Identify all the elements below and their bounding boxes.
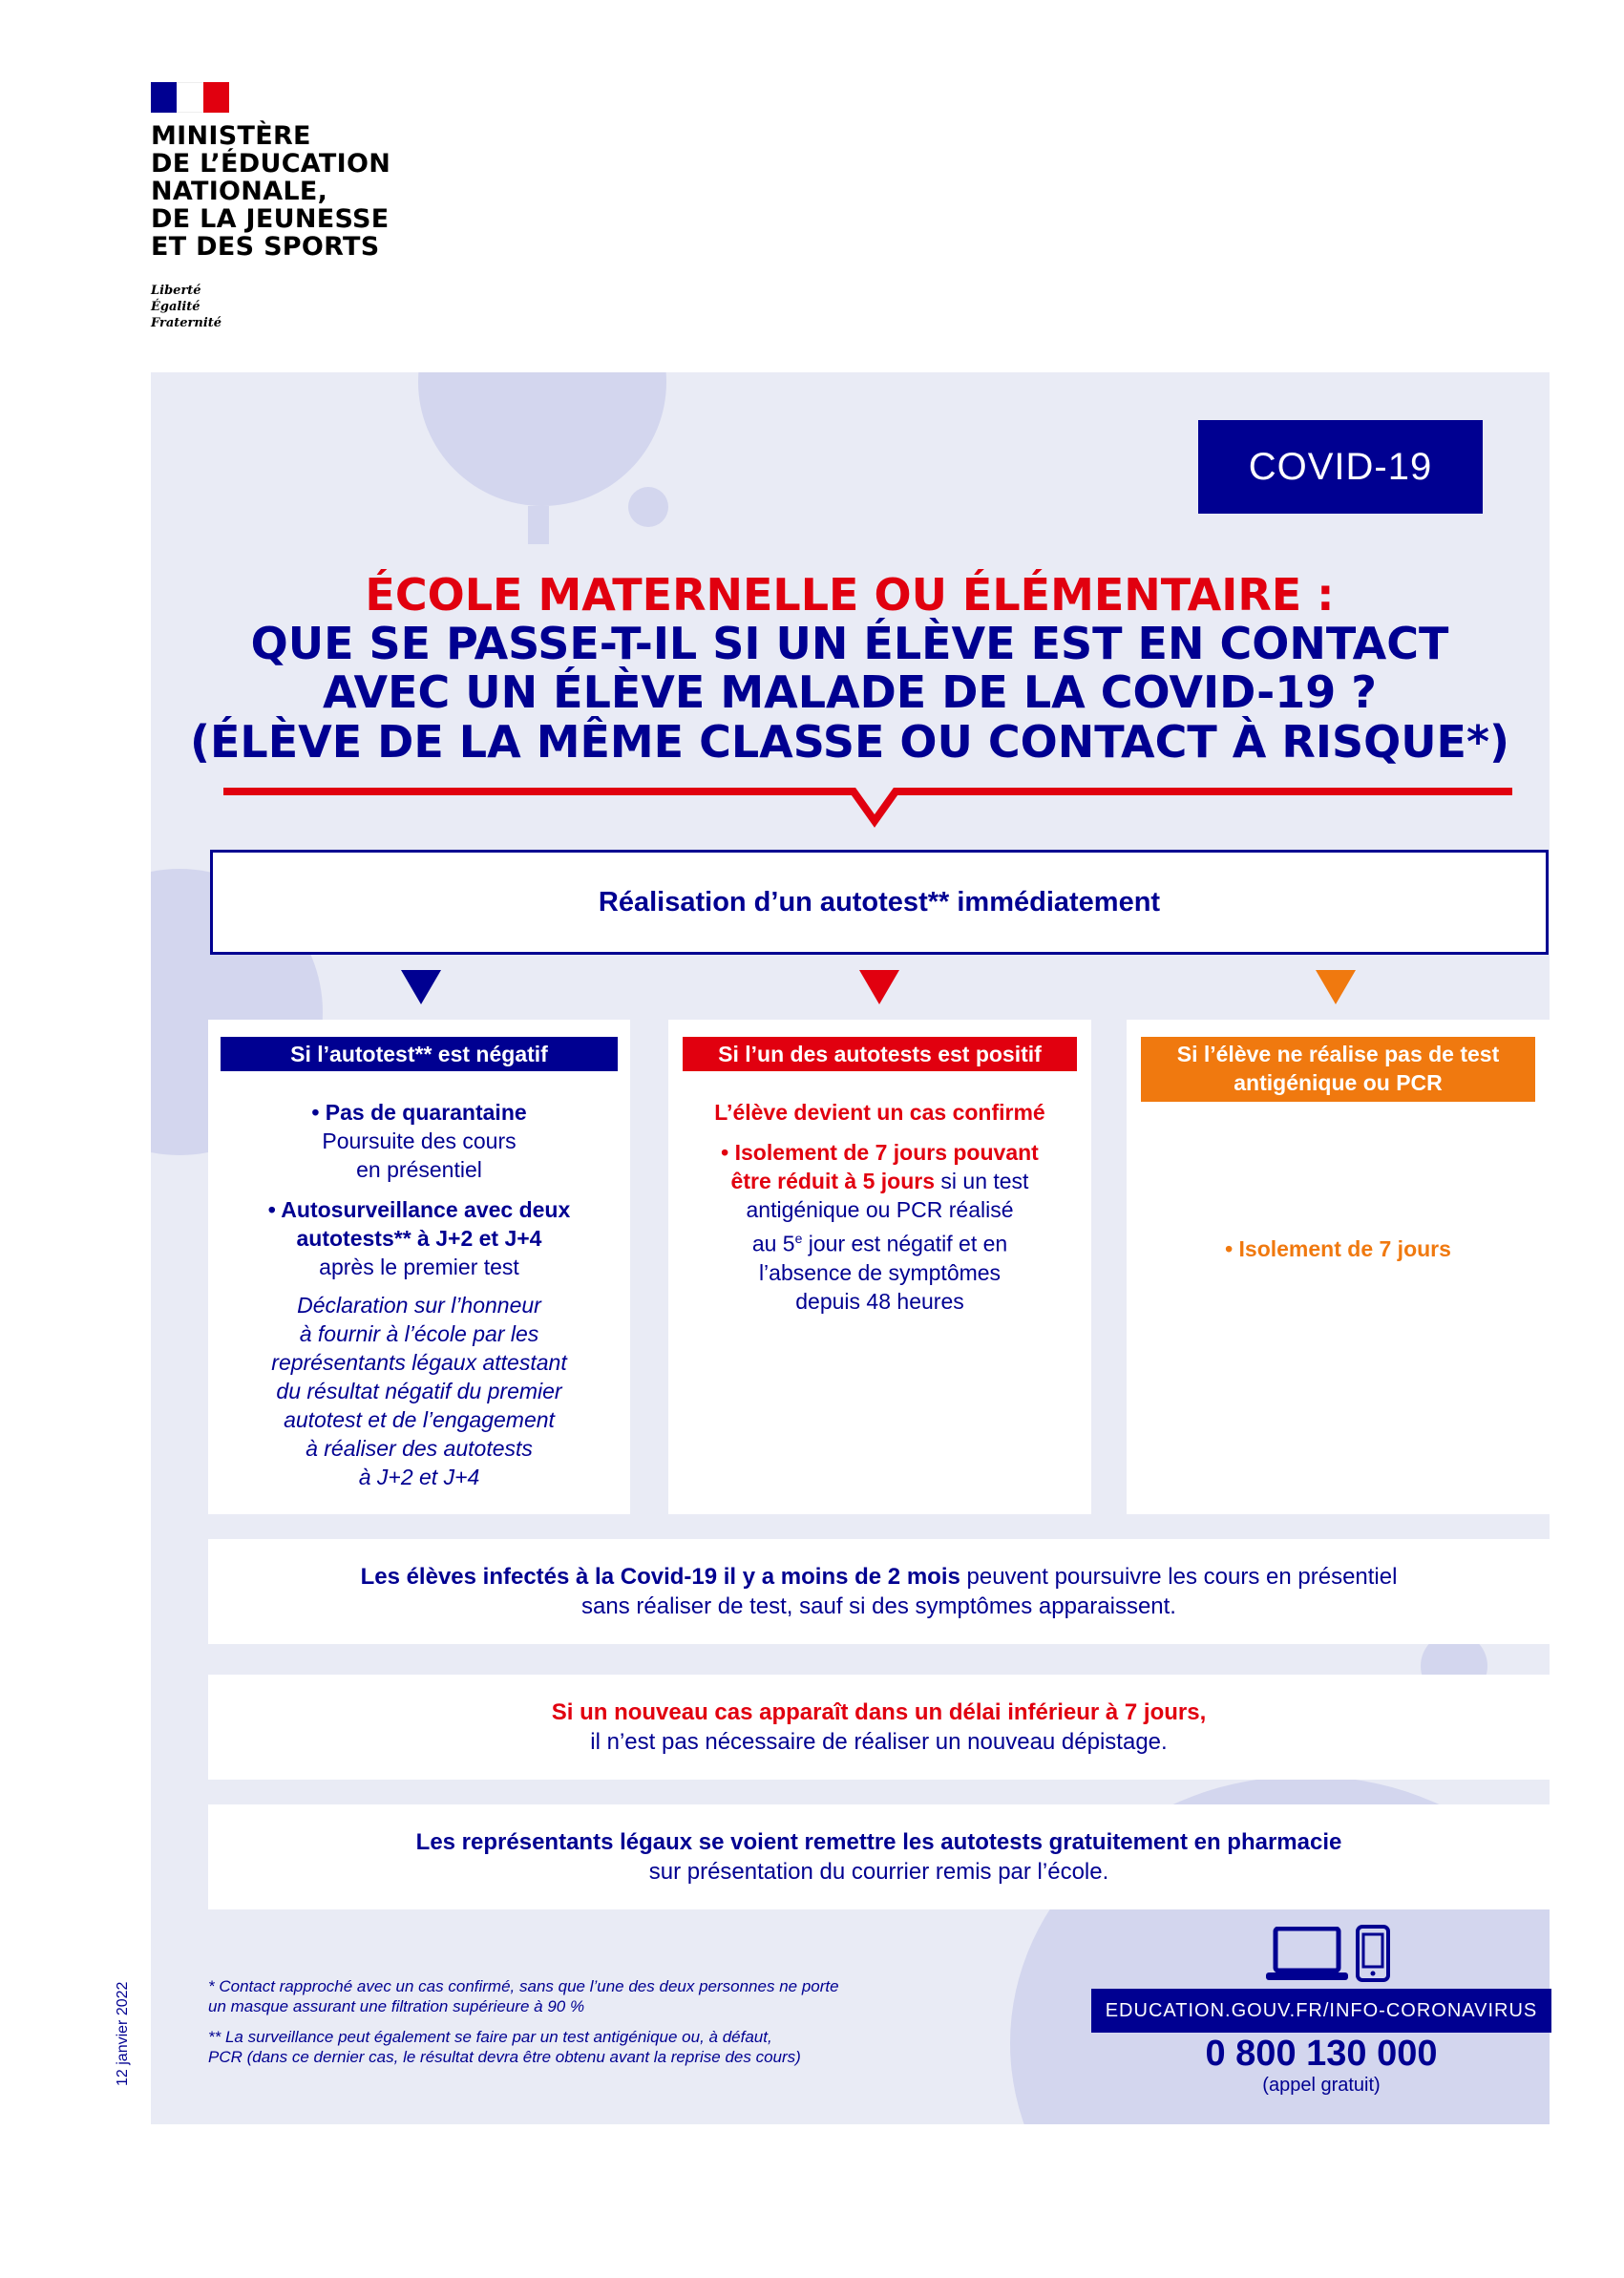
ministry-line: ET DES SPORTS bbox=[151, 232, 380, 262]
italic-line: du résultat négatif du premier bbox=[276, 1379, 562, 1403]
list-item: • Pas de quarantaine bbox=[311, 1100, 527, 1125]
republic-motto bbox=[151, 283, 221, 331]
text-line: après le premier test bbox=[319, 1255, 519, 1279]
virus-decoration bbox=[528, 506, 549, 544]
motto-line: Fraternité bbox=[151, 316, 222, 330]
text-line: depuis 48 heures bbox=[795, 1288, 964, 1314]
text-line: * Contact rapproché avec un cas confirmé, sans que l’une des deux personnes ne porte bbox=[208, 1977, 839, 1995]
publication-date: 12 janvier 2022 bbox=[115, 1981, 131, 2086]
footnote-surveillance bbox=[208, 2027, 991, 2067]
text-line: ** La surveillance peut également se faire par un test antigénique ou, à défaut, bbox=[208, 2028, 772, 2046]
text-fragment: au 5 bbox=[751, 1231, 795, 1256]
arrow-down-icon bbox=[1316, 970, 1356, 1004]
text-line: Les représentants légaux se voient remettre les autotests gratuitement en pharmacie bbox=[415, 1829, 1342, 1855]
list-item: • Isolement de 7 jours bbox=[1225, 1236, 1451, 1261]
info-box-recent-infection bbox=[208, 1539, 1550, 1644]
website-url[interactable]: EDUCATION.GOUV.FR/INFO-CORONAVIRUS bbox=[1091, 1989, 1551, 2033]
title-line-1: ÉCOLE MATERNELLE OU ÉLÉMENTAIRE : bbox=[365, 569, 1335, 621]
phone-number[interactable]: 0 800 130 000 bbox=[1205, 2034, 1438, 2074]
italic-line: à fournir à l’école par les bbox=[299, 1321, 539, 1346]
ministry-line: NATIONALE, bbox=[151, 177, 328, 206]
column-body bbox=[218, 1098, 621, 1491]
text-line: l’absence de symptômes bbox=[758, 1259, 1002, 1285]
title-line-2 bbox=[181, 620, 1518, 667]
column-no-test bbox=[1127, 1020, 1550, 1514]
title-line-4: (ÉLÈVE DE LA MÊME CLASSE OU CONTACT À RISQUE*) bbox=[189, 716, 1510, 768]
ministry-name bbox=[151, 122, 495, 261]
superscript: e bbox=[794, 1231, 803, 1246]
column-body bbox=[678, 1098, 1082, 1316]
italic-line: autotest et de l’engagement bbox=[284, 1407, 555, 1432]
italic-line: à réaliser des autotests bbox=[306, 1436, 533, 1461]
text-fragment: si un test bbox=[935, 1169, 1029, 1193]
text-emphasis: être réduit à 5 jours bbox=[730, 1169, 936, 1193]
text-line: PCR (dans ce dernier cas, le résultat devra être obtenu avant la reprise des cours) bbox=[208, 2048, 801, 2066]
column-heading: Si l’autotest** est négatif bbox=[221, 1037, 618, 1071]
virus-decoration bbox=[418, 372, 666, 506]
column-negative bbox=[208, 1020, 630, 1514]
text-line: sans réaliser de test, sauf si des symptômes apparaissent. bbox=[581, 1593, 1176, 1619]
column-body bbox=[1136, 1234, 1540, 1263]
text-line: en présentiel bbox=[356, 1157, 482, 1182]
ministry-line: DE LA JEUNESSE bbox=[151, 204, 390, 234]
ministry-line: DE L’ÉDUCATION bbox=[151, 149, 391, 179]
motto-line: Liberté bbox=[151, 284, 201, 298]
title-line-2-start: QUE SE PASSE-T-IL SI bbox=[250, 618, 776, 669]
text-line bbox=[208, 1562, 1550, 1592]
text-line bbox=[678, 1167, 1082, 1195]
ministry-line: MINISTÈRE bbox=[151, 121, 311, 151]
footnote-contact bbox=[208, 1976, 991, 2016]
smartphone-icon bbox=[1356, 1925, 1390, 1982]
text-line bbox=[678, 1224, 1082, 1258]
text-emphasis: Les élèves infectés à la Covid-19 il y a moins de 2 mois bbox=[360, 1564, 960, 1590]
text-line: sur présentation du courrier remis par l’école. bbox=[648, 1859, 1109, 1885]
list-item: • Isolement de 7 jours pouvant bbox=[721, 1140, 1039, 1165]
text-line: antigénique ou PCR réalisé bbox=[746, 1197, 1014, 1222]
text-fragment: peuvent poursuivre les cours en présentiel bbox=[960, 1564, 1398, 1590]
text-line: il n’est pas nécessaire de réaliser un nouveau dépistage. bbox=[590, 1729, 1168, 1755]
phone-note: (appel gratuit) bbox=[1262, 2075, 1381, 2096]
text-line: un masque assurant une filtration supérieure à 90 % bbox=[208, 1997, 585, 2015]
info-box-new-case bbox=[208, 1675, 1550, 1780]
title-divider bbox=[223, 785, 1512, 828]
motto-line: Égalité bbox=[151, 300, 200, 314]
text-line: Si un nouveau cas apparaît dans un délai inférieur à 7 jours, bbox=[551, 1699, 1207, 1725]
column-heading: Si l’un des autotests est positif bbox=[683, 1037, 1077, 1071]
covid-badge: COVID-19 bbox=[1198, 420, 1483, 514]
footnotes bbox=[208, 1976, 991, 2078]
text-line: Poursuite des cours bbox=[322, 1128, 517, 1153]
laptop-icon bbox=[1266, 1927, 1348, 1982]
title-line-2-emphasis: UN ÉLÈVE EST EN CONTACT bbox=[775, 618, 1449, 669]
italic-line: à J+2 et J+4 bbox=[358, 1465, 480, 1489]
marianne-flag-logo bbox=[151, 82, 229, 113]
italic-line: représentants légaux attestant bbox=[271, 1350, 567, 1375]
list-item: autotests** à J+2 et J+4 bbox=[296, 1226, 542, 1251]
text-fragment: jour est négatif et en bbox=[802, 1231, 1008, 1256]
title-line-3: AVEC UN ÉLÈVE MALADE DE LA COVID-19 ? bbox=[323, 666, 1377, 718]
info-box-pharmacy bbox=[208, 1804, 1550, 1909]
autotest-box: Réalisation d’un autotest** immédiatement bbox=[210, 850, 1549, 955]
list-item: • Autosurveillance avec deux bbox=[267, 1197, 571, 1222]
virus-decoration bbox=[628, 487, 668, 527]
italic-line: Déclaration sur l’honneur bbox=[297, 1293, 541, 1318]
confirmed-case-text: L’élève devient un cas confirmé bbox=[714, 1100, 1045, 1125]
arrow-down-icon bbox=[859, 970, 899, 1004]
column-positive bbox=[668, 1020, 1091, 1514]
arrow-down-icon bbox=[401, 970, 441, 1004]
column-heading: Si l’élève ne réalise pas de test antigénique ou PCR bbox=[1141, 1037, 1535, 1102]
